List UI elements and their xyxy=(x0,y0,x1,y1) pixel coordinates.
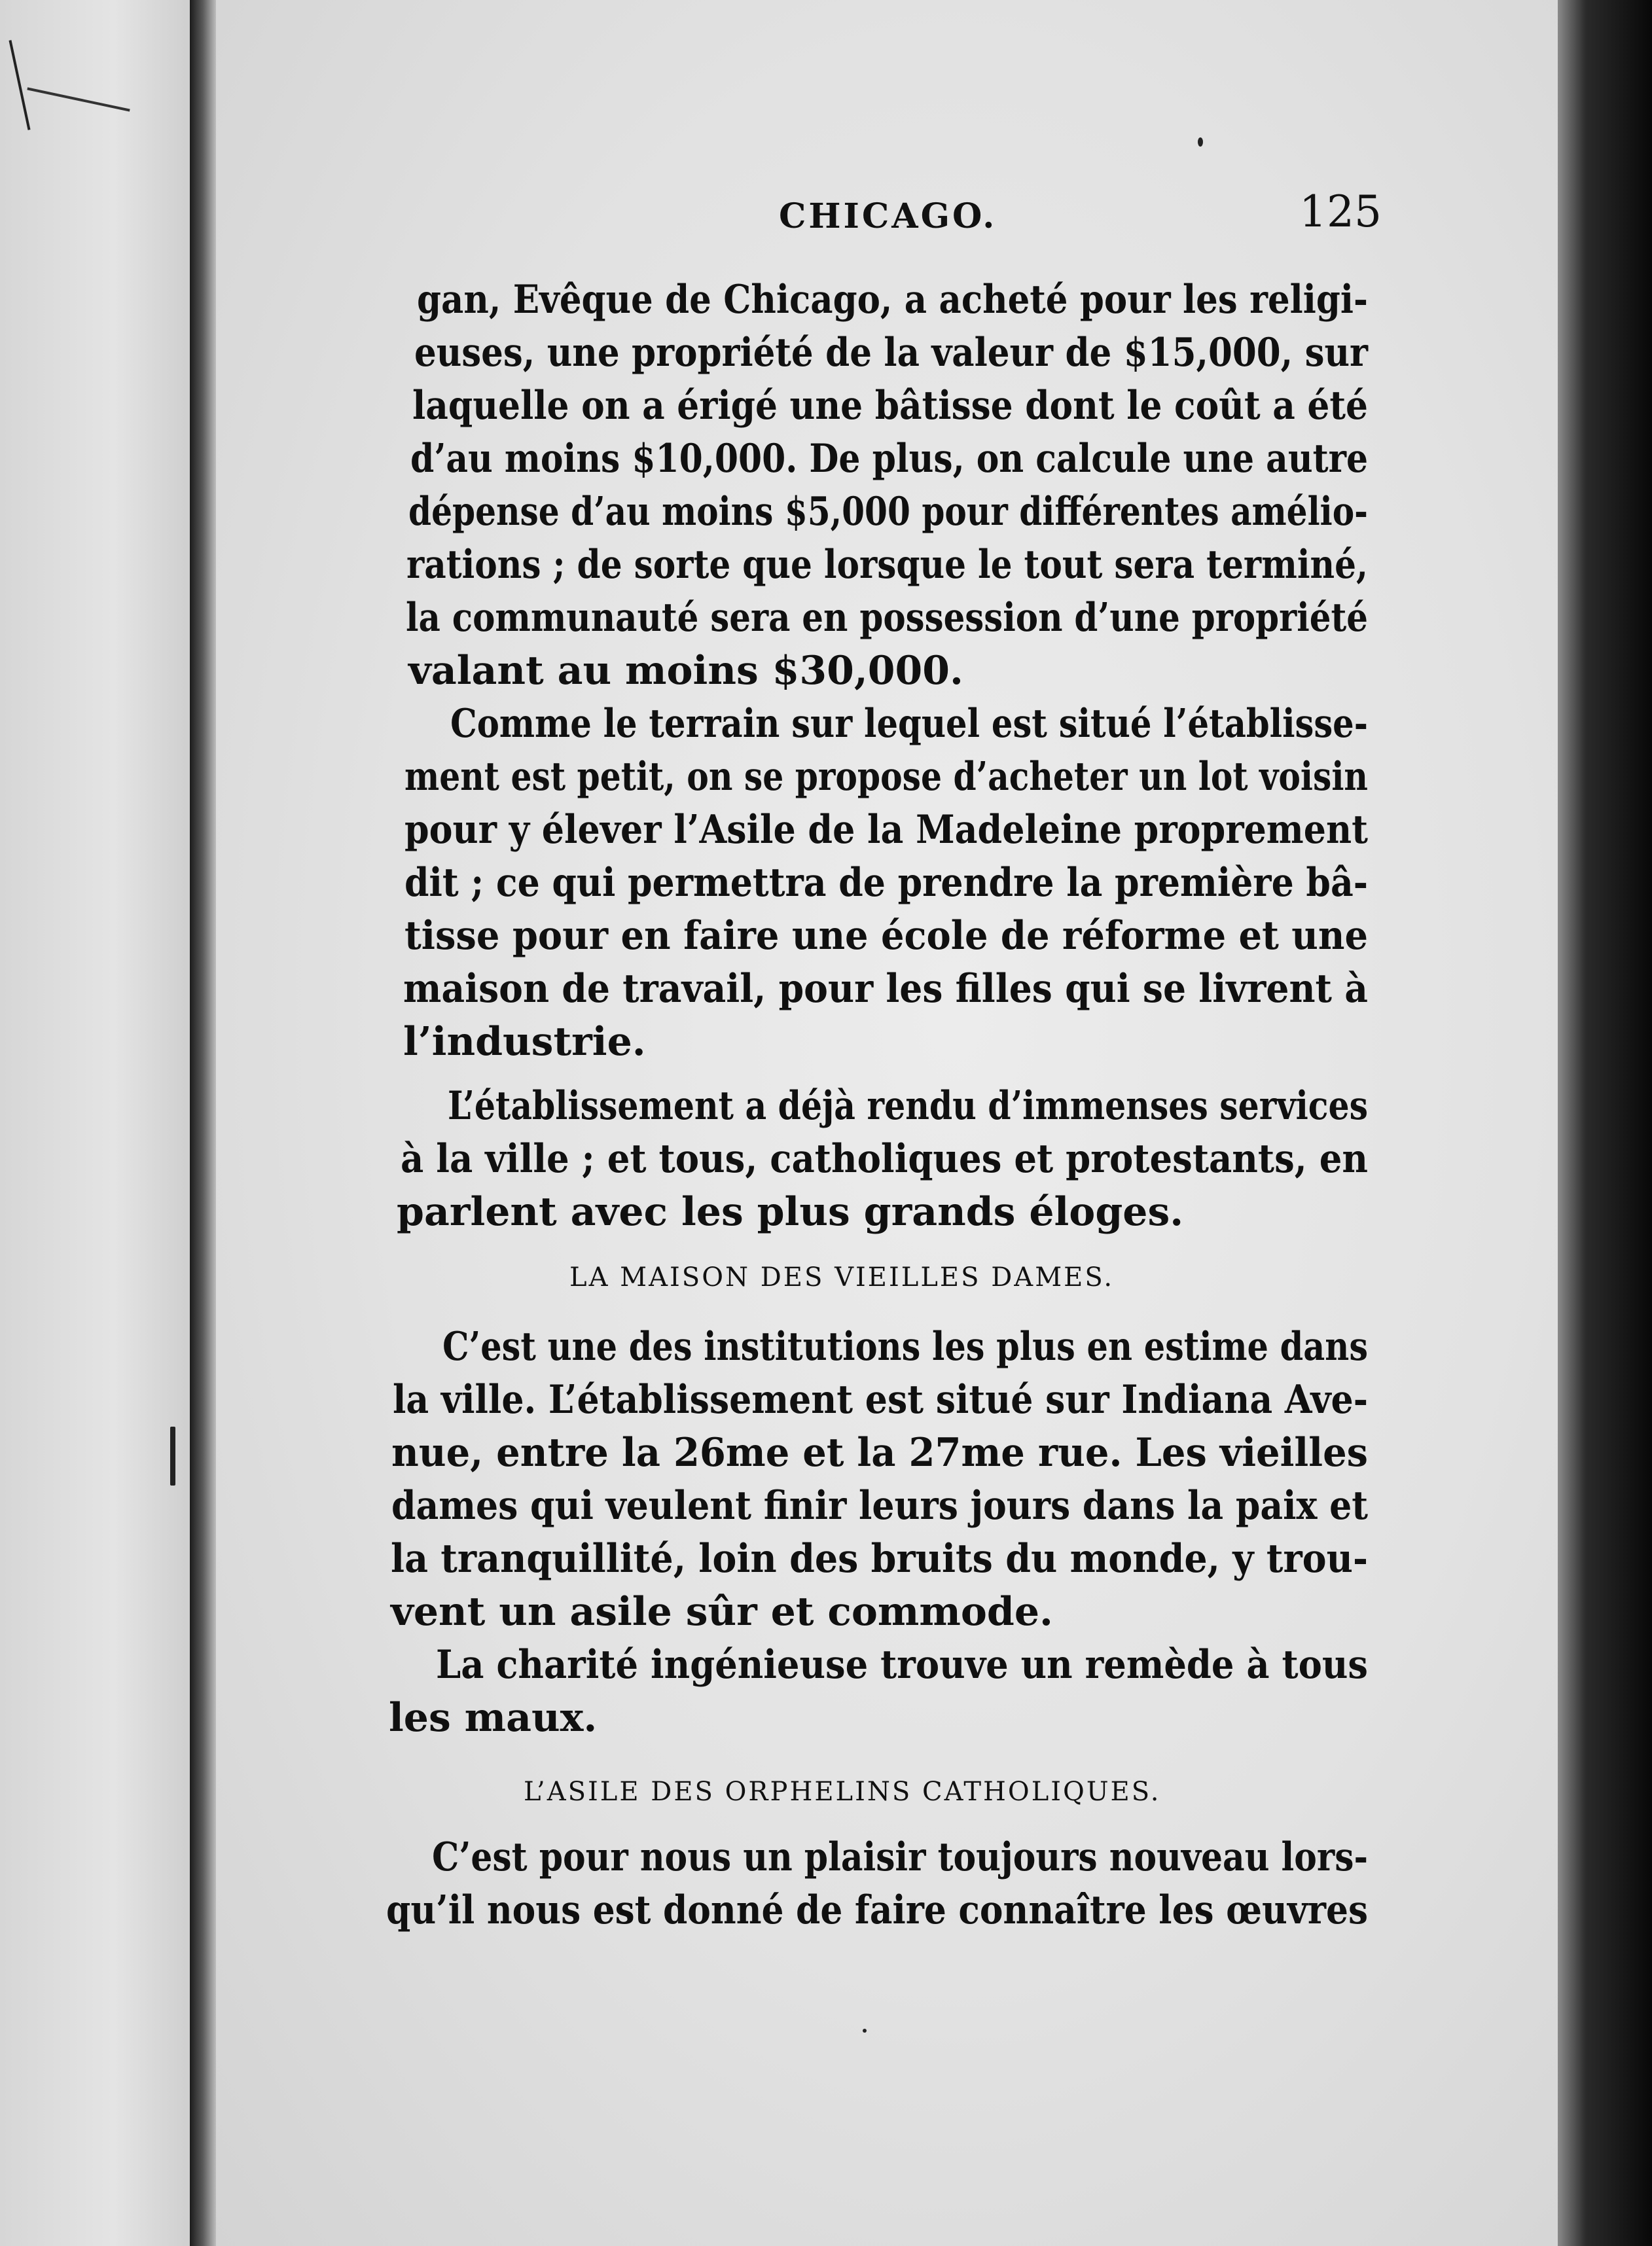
text-line: la tranquillité, loin des bruits du monde, y trou- xyxy=(391,1536,1368,1582)
section-heading: LA MAISON DES VIEILLES DAMES. xyxy=(569,1262,1115,1292)
text-line: vent un asile sûr et commode. xyxy=(391,1589,1053,1635)
ink-speck xyxy=(863,2029,867,2033)
text-line: parlent avec les plus grands éloges. xyxy=(397,1189,1184,1235)
text-line: d’au moins $10,000. De plus, on calcule une autre xyxy=(410,436,1368,482)
text-line: qu’il nous est donné de faire connaître les œuvres xyxy=(386,1887,1368,1933)
text-line: Comme le terrain sur lequel est situé l’établisse- xyxy=(450,701,1368,747)
section-heading: L’ASILE DES ORPHELINS CATHOLIQUES. xyxy=(524,1777,1161,1807)
text-line: l’industrie. xyxy=(403,1019,646,1065)
text-line: rations ; de sorte que lorsque le tout sera terminé, xyxy=(406,542,1368,588)
book-gutter xyxy=(190,0,216,2246)
text-line: laquelle on a érigé une bâtisse dont le coût a été xyxy=(412,383,1368,429)
text-line: ment est petit, on se propose d’acheter un lot voisin xyxy=(404,754,1368,800)
running-head: CHICAGO. xyxy=(779,196,997,236)
page-mark xyxy=(9,40,30,130)
page-number: 125 xyxy=(1299,187,1382,237)
text-line: dames qui veulent finir leurs jours dans la paix et xyxy=(391,1483,1368,1529)
page-edge-shadow xyxy=(1558,0,1652,2246)
text-line: euses, une propriété de la valeur de $15,000, sur xyxy=(414,330,1368,376)
text-line: dépense d’au moins $5,000 pour différentes amélio- xyxy=(408,489,1368,535)
text-line: pour y élever l’Asile de la Madeleine proprement xyxy=(404,807,1368,853)
text-line: tisse pour en faire une école de réforme et une xyxy=(404,913,1368,959)
text-line: gan, Evêque de Chicago, a acheté pour les religi- xyxy=(417,277,1368,323)
text-line: la ville. L’établissement est situé sur Indiana Ave- xyxy=(393,1377,1368,1423)
text-line: dit ; ce qui permettra de prendre la première bâ- xyxy=(404,860,1368,906)
text-line: valant au moins $30,000. xyxy=(408,648,963,694)
facing-page-edge xyxy=(0,0,190,2246)
text-line: L’établissement a déjà rendu d’immenses services xyxy=(448,1083,1368,1129)
ink-speck xyxy=(170,1427,175,1486)
ink-speck xyxy=(1198,137,1203,147)
text-line: maison de travail, pour les filles qui se livrent à xyxy=(403,966,1368,1012)
text-line: les maux. xyxy=(389,1695,598,1741)
text-line: nue, entre la 26me et la 27me rue. Les vieilles xyxy=(391,1430,1368,1476)
text-line: C’est pour nous un plaisir toujours nouveau lors- xyxy=(432,1834,1368,1880)
text-line: la communauté sera en possession d’une propriété xyxy=(406,595,1368,641)
page-mark xyxy=(27,87,130,111)
text-line: C’est une des institutions les plus en estime dans xyxy=(442,1324,1368,1370)
text-line: La charité ingénieuse trouve un remède à tous xyxy=(436,1642,1368,1688)
text-line: à la ville ; et tous, catholiques et protestants, en xyxy=(401,1136,1368,1182)
